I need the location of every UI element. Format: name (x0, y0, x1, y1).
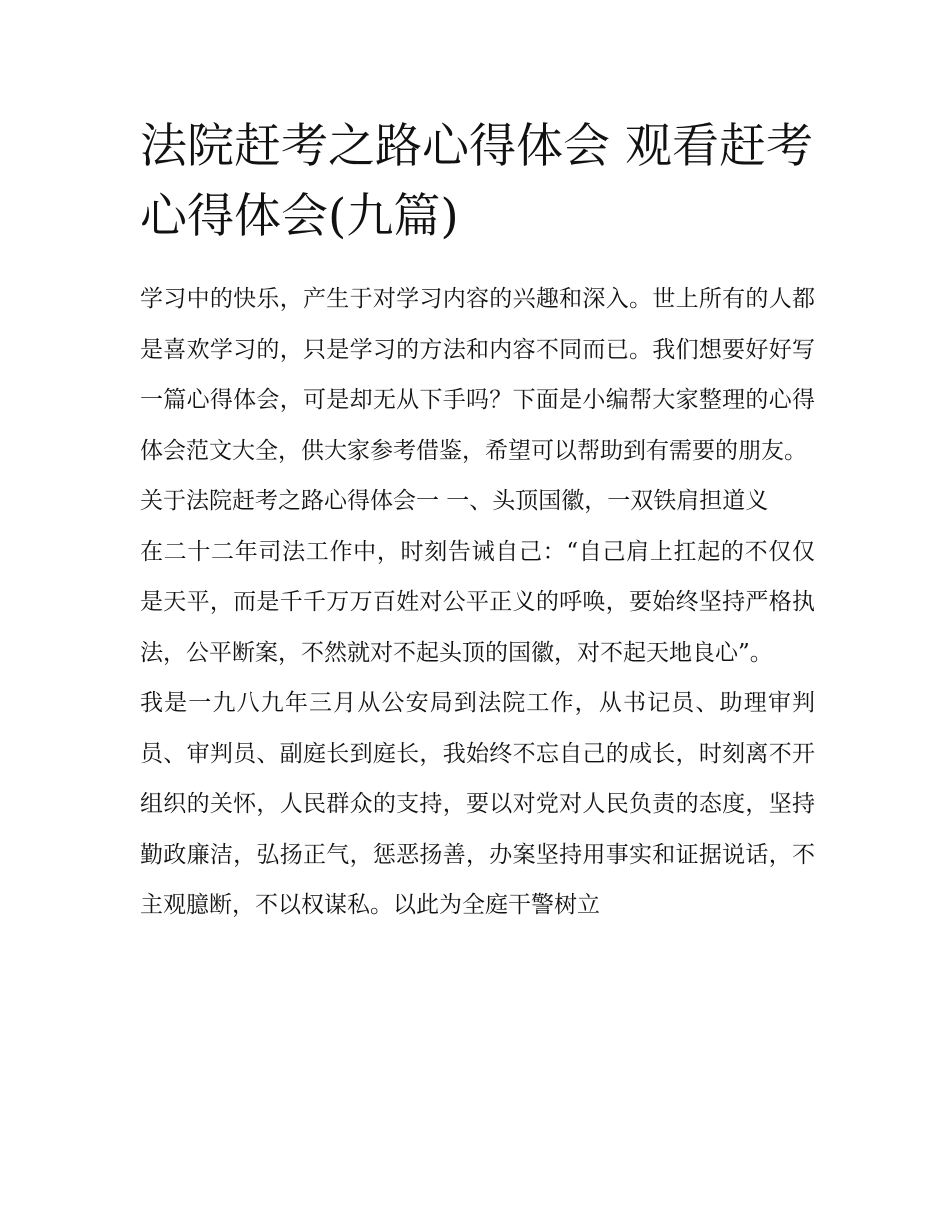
paragraph-list (140, 274, 815, 931)
document-title: 法院赶考之路心得体会 观看赶考心得体会(九篇) (140, 119, 813, 244)
paragraph-quote: 在二十二年司法工作中，时刻告诫自己：“自己肩上扛起的不仅仅是天平，而是千千万万百姓对公平正义的呼唤，要始终坚持严格执法，公平断案，不然就对不起头顶的国徽，对不起天地良心”。 (140, 538, 815, 666)
paragraph-intro: 学习中的快乐，产生于对学习内容的兴趣和深入。世上所有的人都是喜欢学习的，只是学习的方法和内容不同而已。我们想要好好写一篇心得体会，可是却无从下手吗？下面是小编帮大家整理的心得体会范文大全，供大家参考借鉴，希望可以帮助到有需要的朋友。 (140, 286, 815, 464)
paragraph-career: 我是一九八九年三月从公安局到法院工作，从书记员、助理审判员、审判员、副庭长到庭长，我始终不忘自己的成长，时刻离不开组织的关怀，人民群众的支持，要以对党对人民负责的态度，坚持勤政廉洁，弘扬正气，惩恶扬善，办案坚持用事实和证据说话，不主观臆断，不以权谋私。以此为全庭干警树立 (140, 690, 815, 918)
document-body (140, 112, 815, 931)
paragraph-section-heading: 关于法院赶考之路心得体会一 一、头顶国徽，一双铁肩担道义 (140, 488, 769, 514)
